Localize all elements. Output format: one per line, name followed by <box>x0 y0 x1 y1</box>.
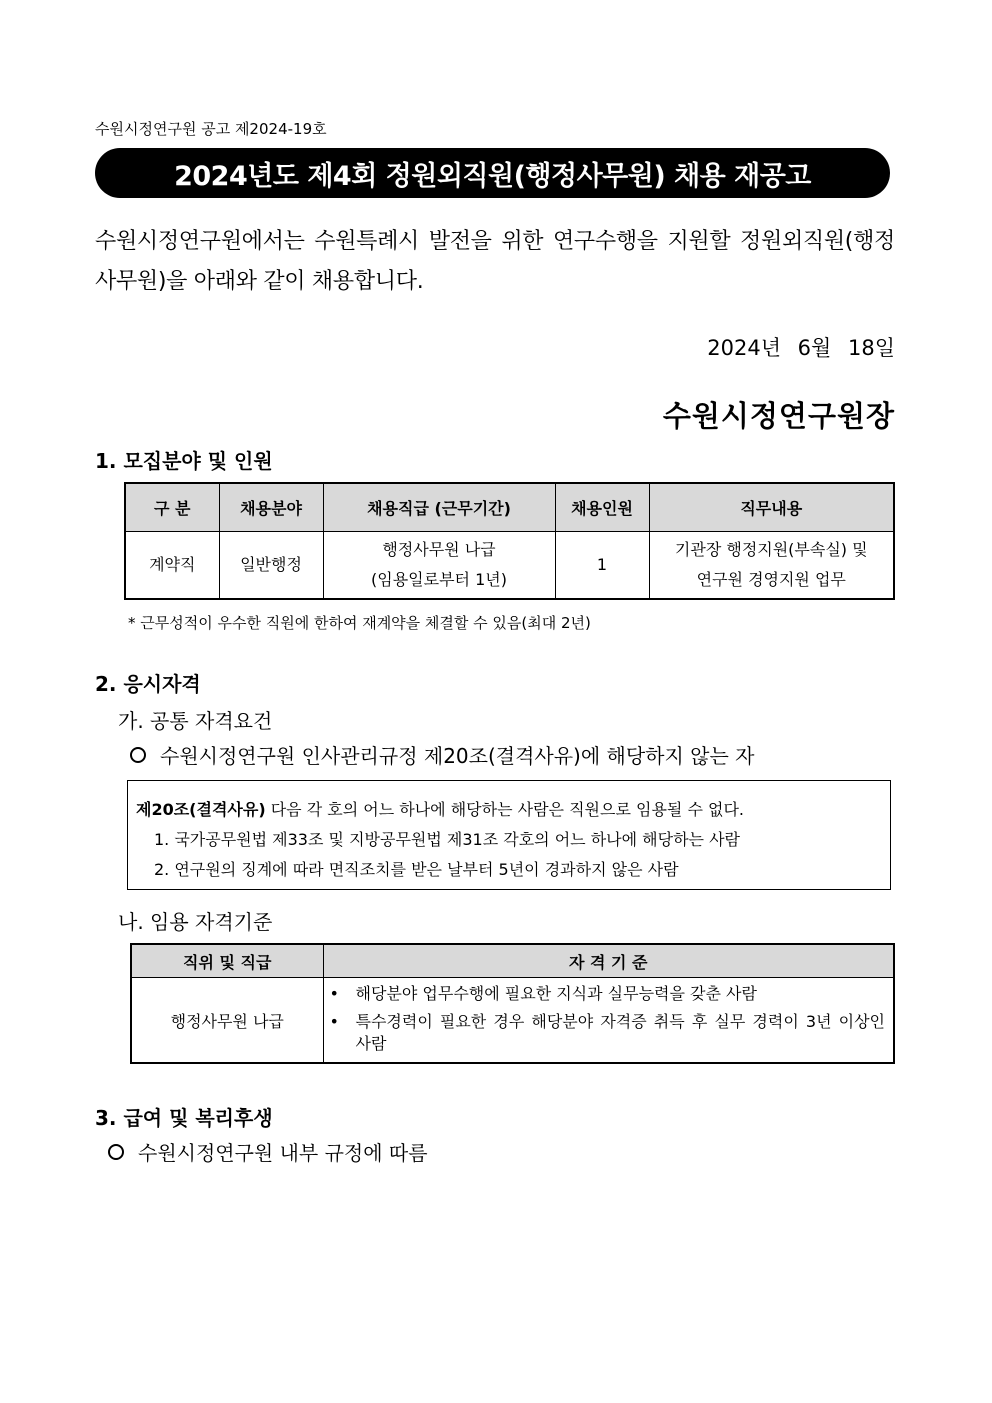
grade-line-1: 행정사무원 나급 <box>382 540 496 559</box>
recruitment-table-header <box>125 483 894 532</box>
cell-duty <box>649 532 894 600</box>
header-grade: 채용직급 (근무기간) <box>323 483 555 532</box>
section-1-heading: 1. 모집분야 및 인원 <box>95 449 273 473</box>
header-type: 구 분 <box>125 483 219 532</box>
requirement-item <box>130 740 754 769</box>
qualification-table-header <box>131 944 894 978</box>
subsection-a-heading: 가. 공통 자격요건 <box>118 709 273 733</box>
subsection-b-heading: 나. 임용 자격기준 <box>118 910 273 934</box>
notice-number: 수원시정연구원 공고 제2024-19호 <box>95 120 327 138</box>
recruitment-table <box>124 482 895 600</box>
header-count: 채용인원 <box>555 483 649 532</box>
table-row <box>125 532 894 600</box>
section-3-heading: 3. 급여 및 복리후생 <box>95 1106 273 1130</box>
cell-grade <box>323 532 555 600</box>
cell-position: 행정사무원 나급 <box>131 978 323 1064</box>
header-position: 직위 및 직급 <box>131 944 323 978</box>
cell-criteria <box>323 978 894 1064</box>
page-title <box>95 148 890 198</box>
grade-line-2: (임용일로부터 1년) <box>371 570 507 589</box>
qualification-table <box>130 943 895 1064</box>
intro-paragraph: 수원시정연구원에서는 수원특례시 발전을 위한 연구수행을 지원할 정원외직원(행정사무원)을 아래와 같이 채용합니다. <box>95 229 895 294</box>
circle-bullet-icon <box>108 1144 124 1160</box>
table-row <box>131 978 894 1064</box>
benefit-text: 수원시정연구원 내부 규정에 따름 <box>138 1141 428 1165</box>
circle-bullet-icon <box>130 747 146 763</box>
requirement-text: 수원시정연구원 인사관리규정 제20조(결격사유)에 해당하지 않는 자 <box>160 744 755 768</box>
cell-type: 계약직 <box>125 532 219 600</box>
box-line-2: 2. 연구원의 징계에 따라 면직조치를 받은 날부터 5년이 경과하지 않은 사람 <box>154 860 679 879</box>
cell-field: 일반행정 <box>219 532 323 600</box>
signer: 수원시정연구원장 <box>662 399 895 433</box>
box-line-1: 1. 국가공무원법 제33조 및 지방공무원법 제31조 각호의 어느 하나에 해당하는 사람 <box>154 830 740 849</box>
box-lead <box>136 795 882 825</box>
cell-count: 1 <box>555 532 649 600</box>
criteria-item: • 해당분야 업무수행에 필요한 지식과 실무능력을 갖춘 사람 <box>356 983 886 1005</box>
section-2-heading: 2. 응시자격 <box>95 672 201 696</box>
recontract-note: * 근무성적이 우수한 직원에 한하여 재계약을 체결할 수 있음(최대 2년) <box>128 614 591 632</box>
criteria-item: • 특수경력이 필요한 경우 해당분야 자격증 취득 후 실무 경력이 3년 이상인 사람 <box>356 1011 886 1055</box>
header-criteria: 자 격 기 준 <box>323 944 894 978</box>
box-lead-title: 제20조(결격사유) <box>136 800 266 819</box>
notice-date: 2024년 6월 18일 <box>707 336 895 360</box>
duty-line-1: 기관장 행정지원(부속실) 및 <box>674 540 868 559</box>
page-title-text: 2024년도 제4회 정원외직원(행정사무원) 채용 재공고 <box>174 160 811 192</box>
benefit-item <box>108 1137 428 1166</box>
box-lead-text: 다음 각 호의 어느 하나에 해당하는 사람은 직원으로 임용될 수 없다. <box>265 800 744 819</box>
duty-line-2: 연구원 경영지원 업무 <box>696 570 846 589</box>
header-duty: 직무내용 <box>649 483 894 532</box>
header-field: 채용분야 <box>219 483 323 532</box>
disqualification-box <box>127 780 891 890</box>
